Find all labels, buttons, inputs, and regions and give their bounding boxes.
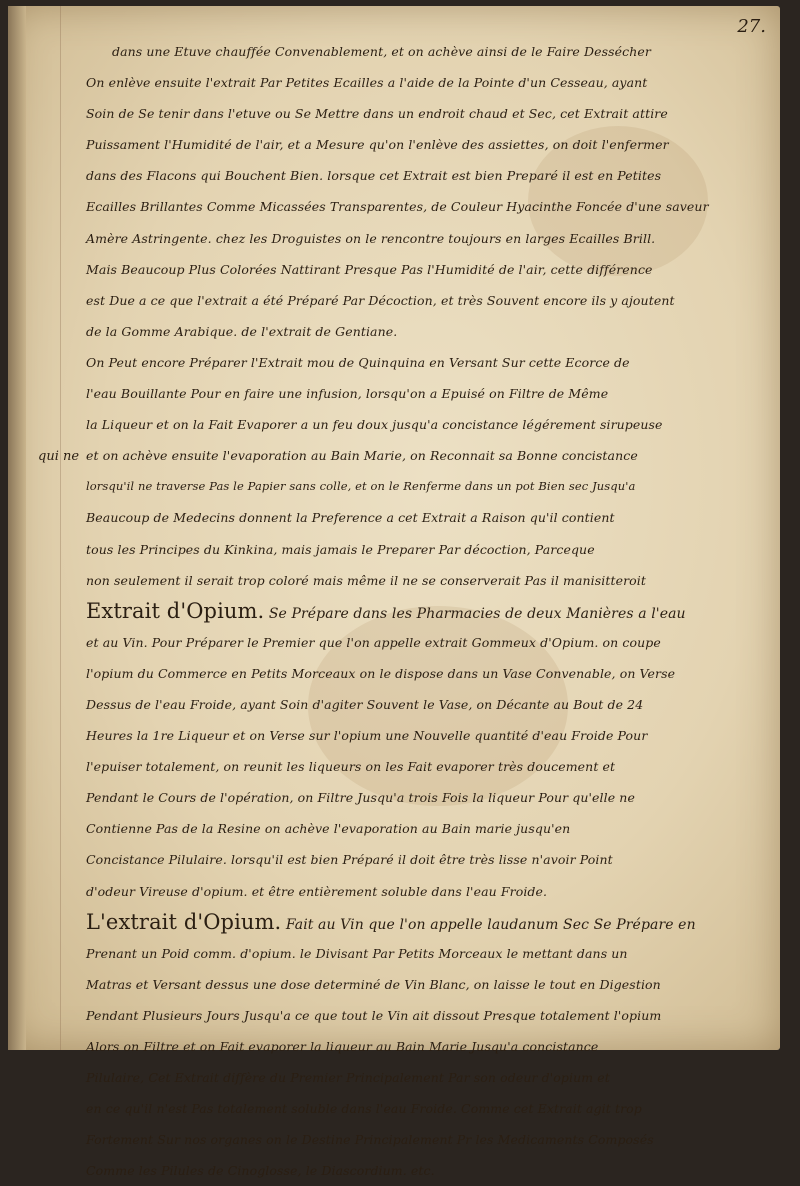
line-text: dans des Flacons qui Bouchent Bien. lorsque cet Extrait est bien Preparé il est en Petites <box>86 168 662 184</box>
line-text: Prenant un Poid comm. d'opium. le Divisant Par Petits Morceaux le mettant dans un <box>86 945 628 961</box>
text-line <box>86 720 770 751</box>
manuscript-text <box>86 36 770 1186</box>
text-line <box>86 813 770 844</box>
text-line <box>86 658 770 689</box>
text-line <box>86 876 770 907</box>
line-text: Amère Astringente. chez les Droguistes on le rencontre toujours en larges Ecailles Brill. <box>86 230 656 246</box>
text-line <box>86 471 770 502</box>
text-line <box>86 565 770 596</box>
line-text: de la Gomme Arabique. de l'extrait de Gentiane. <box>86 323 398 339</box>
text-line <box>86 938 770 969</box>
section-heading: L'extrait d'Opium. <box>86 909 282 934</box>
line-text: l'eau Bouillante Pour en faire une infusion, lorsqu'on a Epuisé on Filtre de Même <box>86 386 609 402</box>
line-text: On Peut encore Préparer l'Extrait mou de Quinquina en Versant Sur cette Ecorce de <box>86 354 630 370</box>
text-line <box>86 378 770 409</box>
line-text: Se Prépare dans les Pharmacies de deux Manières a l'eau <box>264 605 686 622</box>
line-text: Alors on Filtre et on Fait evaporer la liqueur au Bain Marie Jusqu'a concistance <box>86 1039 599 1054</box>
line-text: Pendant Plusieurs Jours Jusqu'a ce que tout le Vin ait dissout Presque totalement l'opium <box>86 1007 662 1023</box>
line-text: Heures la 1re Liqueur et on Verse sur l'opium une Nouvelle quantité d'eau Froide Pour <box>86 728 648 744</box>
text-line <box>86 1124 770 1155</box>
line-text: Contienne Pas de la Resine on achève l'evaporation au Bain marie jusqu'en <box>86 821 571 837</box>
line-text: tous les Principes du Kinkina, mais jamais le Preparer Par décoction, Parceque <box>86 541 595 557</box>
section-heading: Extrait d'Opium. <box>86 598 265 623</box>
text-line <box>86 67 770 98</box>
text-line <box>86 409 770 440</box>
line-text: Mais Beaucoup Plus Colorées Nattirant Presque Pas l'Humidité de l'air, cette différence <box>86 261 653 277</box>
text-line <box>86 160 770 191</box>
line-text: Soin de Se tenir dans l'etuve ou Se Mettre dans un endroit chaud et Sec, cet Extrait attire <box>86 106 668 122</box>
line-text: Pendant le Cours de l'opération, on Filtre Jusqu'a trois Fois la liqueur Pour qu'elle ne <box>86 790 635 806</box>
text-line <box>86 1155 770 1186</box>
text-line <box>86 534 770 565</box>
line-text: dans une Etuve chauffée Convenablement, et on achève ainsi de le Faire Dessécher <box>112 44 651 59</box>
line-text: Fortement Sur nos organes on le Destine Principalement Pr les Medicaments Composés <box>86 1132 654 1148</box>
line-text: en ce qu'il n'est Pas totalement soluble dans l'eau Froide. Comme cet Extrait agit trop <box>86 1101 642 1117</box>
text-line <box>86 689 770 720</box>
line-text: d'odeur Vireuse d'opium. et être entièrement soluble dans l'eau Froide. <box>86 883 548 899</box>
text-line <box>86 1031 770 1062</box>
text-line <box>86 347 770 378</box>
text-line <box>86 254 770 285</box>
line-text: la Liqueur et on la Fait Evaporer a un feu doux jusqu'a concistance légérement sirupeuse <box>86 417 663 433</box>
text-line <box>86 316 770 347</box>
line-text: Concistance Pilulaire. lorsqu'il est bien Préparé il doit être très lisse n'avoir Point <box>86 852 613 868</box>
text-line <box>86 191 770 222</box>
text-line <box>86 1000 770 1031</box>
line-text: est Due a ce que l'extrait a été Préparé Par Décoction, et très Souvent encore ils y ajoutent <box>86 292 675 308</box>
text-line <box>86 440 770 471</box>
text-line <box>86 223 770 254</box>
text-line <box>86 502 770 533</box>
line-text: Puissament l'Humidité de l'air, et a Mesure qu'on l'enlève des assiettes, on doit l'enfermer <box>86 137 669 153</box>
line-text: Fait au Vin que l'on appelle laudanum Sec Se Prépare en <box>281 916 696 933</box>
line-text: lorsqu'il ne traverse Pas le Papier sans colle, et on le Renferme dans un pot Bien sec Jusqu'a <box>86 479 636 494</box>
margin-rule <box>60 6 61 1050</box>
binding-gutter <box>8 6 26 1050</box>
text-line <box>86 782 770 813</box>
text-line <box>86 907 770 938</box>
line-text: l'epuiser totalement, on reunit les liqueurs on les Fait evaporer très doucement et <box>86 759 616 775</box>
line-text: l'opium du Commerce en Petits Morceaux on le dispose dans un Vase Convenable, on Verse <box>86 665 676 681</box>
line-text: Dessus de l'eau Froide, ayant Soin d'agiter Souvent le Vase, on Décante au Bout de 24 <box>86 696 644 712</box>
text-line <box>86 129 770 160</box>
line-text: Comme les Pilules de Cinoglosse, le Diascordium. etc. <box>86 1163 435 1179</box>
page-number: 27. <box>737 16 766 37</box>
line-text: non seulement il serait trop coloré mais même il ne se conserverait Pas il manisitteroit <box>86 572 647 588</box>
text-line <box>86 36 770 67</box>
text-line <box>86 98 770 129</box>
text-line <box>86 844 770 875</box>
text-line <box>86 1062 770 1093</box>
text-line <box>86 1093 770 1124</box>
text-line <box>86 627 770 658</box>
line-text: Matras et Versant dessus une dose determiné de Vin Blanc, on laisse le tout en Digestion <box>86 976 661 992</box>
text-line <box>86 969 770 1000</box>
margin-note: qui ne <box>38 449 80 464</box>
line-text: Ecailles Brillantes Comme Micassées Transparentes, de Couleur Hyacinthe Foncée d'une saveur <box>86 199 709 215</box>
text-line <box>86 596 770 627</box>
line-text: Pilulaire, Cet Extrait diffère du Premier Principalement Par son odeur d'opium et <box>86 1070 610 1086</box>
line-text: et on achève ensuite l'evaporation au Bain Marie, on Reconnait sa Bonne concistance <box>86 448 638 464</box>
line-text: et au Vin. Pour Préparer le Premier que l'on appelle extrait Gommeux d'Opium. on coupe <box>86 634 661 650</box>
line-text: On enlève ensuite l'extrait Par Petites Ecailles a l'aide de la Pointe d'un Cesseau, ayant <box>86 75 648 91</box>
text-line <box>86 751 770 782</box>
text-line <box>86 285 770 316</box>
line-text: Beaucoup de Medecins donnent la Preference a cet Extrait a Raison qu'il contient <box>86 510 615 526</box>
manuscript-page <box>8 6 780 1179</box>
